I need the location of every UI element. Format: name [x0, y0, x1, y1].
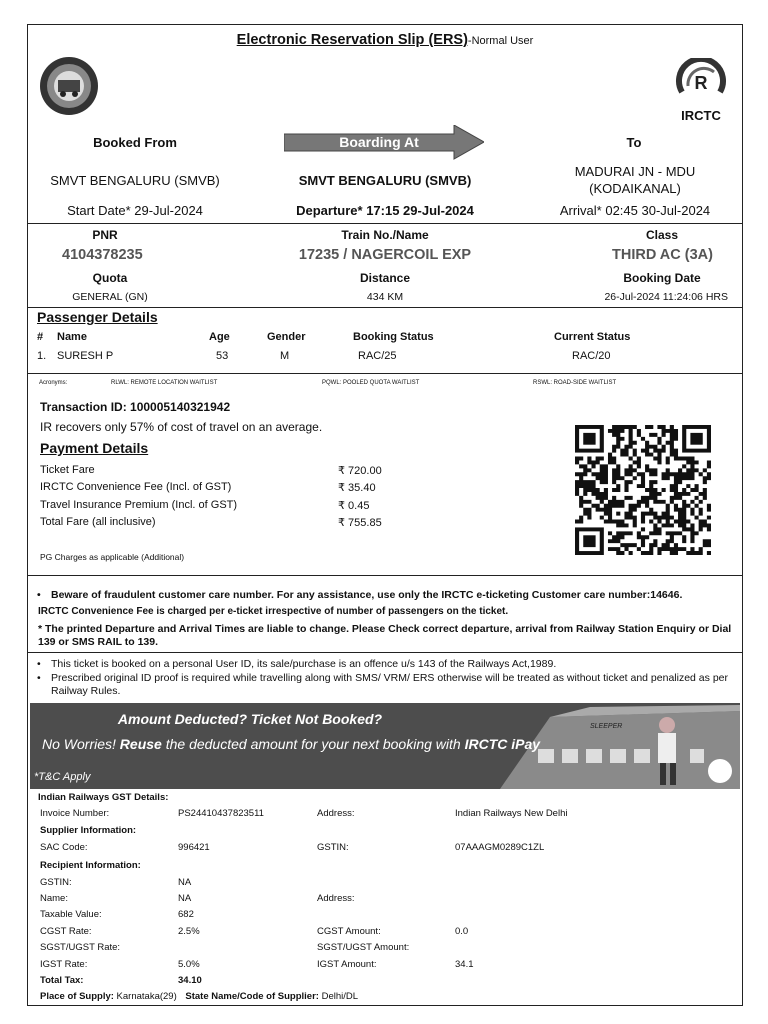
indian-railways-logo-icon — [38, 56, 100, 116]
banner-headline: Amount Deducted? Ticket Not Booked? — [117, 711, 383, 727]
divider — [27, 575, 743, 576]
supply-line — [40, 991, 358, 1002]
recipient-address-label: Address: — [317, 893, 355, 904]
convenience-fee-value: ₹ 35.40 — [338, 482, 376, 494]
ticket-fare-label: Ticket Fare — [40, 464, 95, 476]
cgst-amount-value: 0.0 — [455, 926, 469, 937]
divider — [27, 223, 743, 224]
train-label: Train No./Name — [341, 228, 429, 242]
place-of-supply-label: Place of Supply: — [40, 991, 114, 1002]
convenience-fee-label: IRCTC Convenience Fee (Incl. of GST) — [40, 481, 232, 493]
sgst-rate-label: SGST/UGST Rate: — [40, 942, 121, 953]
supplier-gstin-label: GSTIN: — [317, 842, 349, 853]
acronym-rswl: RSWL: ROAD-SIDE WAITLIST — [533, 380, 617, 386]
id-proof-note — [37, 672, 745, 698]
recovery-note: IR recovers only 57% of cost of travel on an average. — [40, 420, 323, 434]
fraud-warning — [37, 589, 737, 601]
irctc-logo-icon — [670, 58, 732, 106]
col-booking-status: Booking Status — [353, 331, 434, 343]
recipient-heading: Recipient Information: — [40, 860, 141, 871]
bullet-icon: • — [37, 672, 41, 684]
id-proof-note-text: Prescribed original ID proof is required while travelling along with SMS/ VRM/ ERS otherwise will be treated as without ticket and penalized as per Railway Rules. — [51, 672, 728, 697]
from-station: SMVT BENGALURU (SMVB) — [50, 173, 220, 188]
personal-id-note — [37, 658, 737, 670]
pnr-value: 4104378235 — [62, 247, 143, 263]
igst-rate-value: 5.0% — [178, 959, 200, 970]
invoice-value: PS24410437823511 — [178, 808, 264, 819]
transaction-id: Transaction ID: 100005140321942 — [40, 400, 231, 414]
svg-text:R: R — [694, 73, 708, 93]
insurance-label: Travel Insurance Premium (Incl. of GST) — [40, 499, 238, 511]
class-label: Class — [645, 228, 679, 242]
total-tax-label: Total Tax: — [40, 975, 84, 986]
invoice-label: Invoice Number: — [40, 808, 110, 819]
divider — [27, 652, 743, 653]
ipay-banner[interactable] — [30, 703, 740, 789]
payment-details-heading: Payment Details — [40, 440, 149, 456]
qr-code-icon — [575, 425, 711, 555]
class-value: THIRD AC (3A) — [612, 247, 713, 263]
banner-middle: the deducted amount for your next booking with — [165, 736, 461, 752]
timing-note: * The printed Departure and Arrival Times are liable to change. Please Check correct departure, arrival from Railway Station Enquiry or Dial 139 or SMS RAIL to 139. — [38, 623, 732, 648]
fraud-warning-text: Beware of fraudulent customer care number. For any assistance, use only the IRCTC e-ticketing Customer care number:14646. — [51, 589, 683, 601]
start-date: Start Date* 29-Jul-2024 — [67, 203, 203, 218]
supplier-state-value: Delhi/DL — [321, 991, 359, 1002]
quota-value: GENERAL (GN) — [72, 291, 148, 303]
irctc-logo-text: IRCTC — [681, 108, 721, 123]
banner-reuse: Reuse — [119, 736, 162, 752]
title-subtitle: -Normal User — [467, 35, 534, 47]
cgst-amount-label: CGST Amount: — [317, 926, 381, 937]
to-station-line1: MADURAI JN - MDU — [574, 164, 696, 179]
acronym-pqwl: PQWL: POOLED QUOTA WAITLIST — [322, 380, 420, 386]
sgst-amount-label: SGST/UGST Amount: — [317, 942, 410, 953]
quota-label: Quota — [92, 271, 128, 285]
boarding-at-label: Boarding At — [339, 134, 419, 150]
igst-amount-label: IGST Amount: — [317, 959, 377, 970]
arrival-time: Arrival* 02:45 30-Jul-2024 — [559, 203, 711, 218]
pnr-label: PNR — [92, 228, 118, 242]
passenger-number: 1. — [37, 350, 47, 362]
train-value: 17235 / NAGERCOIL EXP — [298, 247, 472, 263]
igst-rate-label: IGST Rate: — [40, 959, 88, 970]
sac-label: SAC Code: — [40, 842, 88, 853]
booking-date-value: 26-Jul-2024 11:24:06 HRS — [604, 291, 728, 303]
passenger-gender: M — [280, 350, 290, 362]
cgst-rate-value: 2.5% — [178, 926, 200, 937]
convenience-fee-note: IRCTC Convenience Fee is charged per e-ticket irrespective of number of passengers on the ticket. — [38, 606, 509, 617]
to-station-line2: (KODAIKANAL) — [589, 181, 681, 196]
insurance-value: ₹ 0.45 — [338, 500, 370, 512]
recipient-gstin-value: NA — [178, 877, 192, 888]
supplier-state-label: State Name/Code of Supplier: — [185, 991, 319, 1002]
banner-tc: *T&C Apply — [34, 771, 91, 783]
col-current-status: Current Status — [554, 331, 631, 343]
col-age: Age — [209, 331, 230, 343]
banner-coach-text: SLEEPER — [590, 723, 623, 730]
col-number: # — [37, 331, 44, 343]
divider — [27, 373, 743, 374]
place-of-supply-value: Karnataka(29) — [116, 991, 177, 1002]
pg-charges-note: PG Charges as applicable (Additional) — [40, 552, 185, 562]
total-fare-value: ₹ 755.85 — [338, 517, 382, 529]
total-tax-value: 34.10 — [178, 975, 202, 986]
acronyms-label: Acronyms: — [39, 380, 68, 386]
booking-date-label: Booking Date — [623, 271, 701, 285]
recipient-gstin-label: GSTIN: — [40, 877, 72, 888]
bullet-icon: • — [37, 658, 41, 670]
ticket-fare-value: ₹ 720.00 — [338, 465, 382, 477]
banner-brand: IRCTC iPay — [464, 736, 541, 752]
banner-lead: No Worries! — [42, 736, 116, 752]
distance-value: 434 KM — [366, 291, 404, 303]
col-gender: Gender — [267, 331, 306, 343]
passenger-name: SURESH P — [57, 350, 114, 362]
title-text: Electronic Reservation Slip (ERS) — [236, 32, 468, 48]
gst-heading: Indian Railways GST Details: — [38, 792, 169, 803]
address-label: Address: — [317, 808, 355, 819]
passenger-details-heading: Passenger Details — [37, 309, 158, 325]
bullet-icon: • — [37, 589, 41, 601]
supplier-heading: Supplier Information: — [40, 825, 137, 836]
ers-title — [27, 31, 743, 49]
cgst-rate-label: CGST Rate: — [40, 926, 92, 937]
distance-label: Distance — [359, 271, 411, 285]
departure-time: Departure* 17:15 29-Jul-2024 — [296, 203, 474, 218]
recipient-name-value: NA — [178, 893, 192, 904]
supplier-gstin-value: 07AAAGM0289C1ZL — [455, 842, 545, 853]
passenger-current-status: RAC/20 — [572, 350, 611, 362]
taxable-value: 682 — [178, 909, 194, 920]
divider — [27, 307, 743, 308]
personal-id-note-text: This ticket is booked on a personal User ID, its sale/purchase is an offence u/s 143 of the Railways Act,1989. — [51, 658, 557, 670]
to-label: To — [626, 135, 642, 150]
passenger-age: 53 — [216, 350, 229, 362]
address-value: Indian Railways New Delhi — [455, 808, 568, 819]
passenger-booking-status: RAC/25 — [358, 350, 397, 362]
igst-amount-value: 34.1 — [455, 959, 474, 970]
total-fare-label: Total Fare (all inclusive) — [40, 516, 156, 528]
sac-value: 996421 — [178, 842, 210, 853]
booked-from-label: Booked From — [93, 135, 177, 150]
taxable-value-label: Taxable Value: — [40, 909, 102, 920]
col-name: Name — [57, 331, 87, 343]
acronym-rlwl: RLWL: REMOTE LOCATION WAITLIST — [111, 380, 218, 386]
recipient-name-label: Name: — [40, 893, 68, 904]
banner-message — [42, 736, 540, 752]
boarding-station: SMVT BENGALURU (SMVB) — [298, 173, 472, 188]
